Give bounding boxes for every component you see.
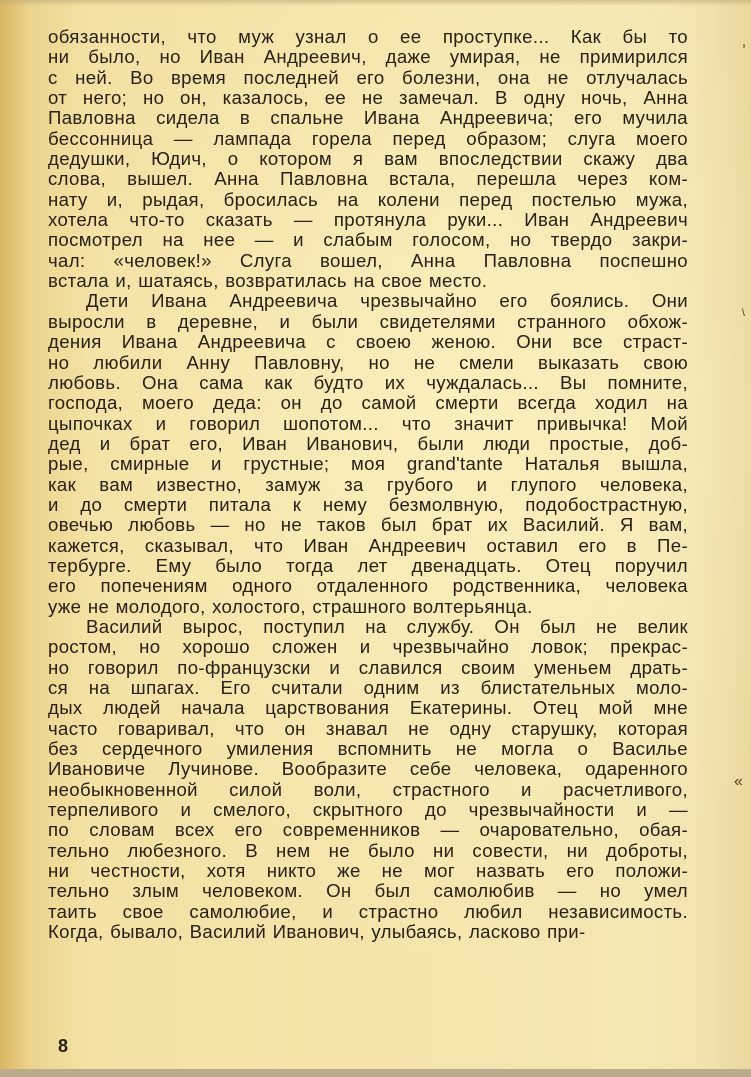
text-line: чал: «человек!» Слуга вошел, Анна Павловна поспешно xyxy=(48,249,688,271)
paragraph-3 xyxy=(48,617,688,943)
text-line: тельно злым человеком. Он был самолюбив — но умел xyxy=(48,880,688,902)
edge-mark-middle: \ xyxy=(742,308,745,319)
edge-mark-top: , xyxy=(742,33,746,49)
paragraph-2 xyxy=(48,291,688,617)
text-line: Когда, бывало, Василий Иванович, улыбаясь, ласково при- xyxy=(48,921,586,943)
edge-mark-lower: « xyxy=(734,773,743,790)
text-line: дых людей начала царствования Екатерины. Отец мой мне xyxy=(48,697,688,719)
text-line: господа, моего деда: он до самой смерти всегда ходил на xyxy=(48,392,688,414)
text-line: бессонница — лампада горела перед образом; слуга моего xyxy=(48,127,688,149)
text-line: выросли в деревне, и были свидетелями странного обхож- xyxy=(48,310,688,332)
text-line: но любили Анну Павловну, но не смели выказать свою xyxy=(48,351,688,373)
text-line: ся на шпагах. Его считали одним из блистательных моло- xyxy=(48,677,688,698)
text-line: ростом, но хорошо сложен и чрезвычайно ловок; прекрас- xyxy=(48,636,688,658)
text-line: ни было, но Иван Андреевич, даже умирая, не примирился xyxy=(48,46,688,68)
text-line: и до смерти питала к нему безмолвную, подобострастную, xyxy=(48,493,688,515)
text-line: хотела что-то сказать — протянула руки... Иван Андреевич xyxy=(48,209,688,231)
text-line: встала и, шатаясь, возвратилась на свое место. xyxy=(48,270,488,292)
text-line: его попечениям одного отдаленного родственника, человека xyxy=(48,575,688,597)
text-line: уже не молодого, холостого, страшного волтерьянца. xyxy=(48,595,533,617)
text-line: по словам всех его современников — очаровательно, обая- xyxy=(48,819,688,841)
text-line: Василий вырос, поступил на службу. Он был не велик xyxy=(86,615,688,637)
text-line: дед и брат его, Иван Иванович, были люди простые, доб- xyxy=(48,432,688,454)
text-line: рые, смирные и грустные; моя grand'tante Наталья вышла, xyxy=(48,453,688,475)
text-line: овечью любовь — но не таков был брат их Василий. Я вам, xyxy=(48,514,688,536)
body-text xyxy=(48,27,688,942)
text-line: любовь. Она сама как будто их чуждалась... Вы помните, xyxy=(48,371,688,393)
text-line: слова, вышел. Анна Павловна встала, перешла через ком- xyxy=(48,168,688,190)
text-line: терпеливого и смелого, скрытного до чрезвычайности и — xyxy=(48,799,688,821)
text-line: Павловна сидела в спальне Ивана Андреевича; его мучила xyxy=(48,107,688,129)
paragraph-1 xyxy=(48,27,688,291)
text-line: тербурге. Ему было тогда лет двенадцать. Отец поручил xyxy=(48,554,688,576)
text-line: посмотрел на нее — и слабым голосом, но твердо закри- xyxy=(48,229,688,251)
text-line: тельно любезного. В нем не было ни совести, ни доброты, xyxy=(48,839,688,861)
text-line: как вам известно, замуж за грубого и глупого человека, xyxy=(48,473,688,495)
text-line: от него; но он, казалось, ее не замечал. В одну ночь, Анна xyxy=(48,87,688,109)
page-bottom-edge xyxy=(0,1069,751,1077)
text-line: но говорил по-французски и славился своим уменьем драть- xyxy=(48,656,688,678)
page-top-edge xyxy=(0,0,751,6)
text-line: часто говаривал, что он знавал не одну старушку, которая xyxy=(48,717,688,739)
text-line: кажется, сказывал, что Иван Андреевич оставил его в Пе- xyxy=(48,534,688,556)
text-line: Дети Ивана Андреевича чрезвычайно его боялись. Они xyxy=(86,290,688,312)
text-line: таить свое самолюбие, и страстно любил независимость. xyxy=(48,900,688,922)
text-line: необыкновенной силой воли, страстного и расчетливого, xyxy=(48,778,688,800)
text-line: ни честности, хотя никто же не мог назвать его положи- xyxy=(48,860,688,882)
text-line: нату и, рыдая, бросилась на колени перед постелью мужа, xyxy=(48,188,688,210)
text-line: обязанности, что муж узнал о ее проступке... Как бы то xyxy=(48,26,688,47)
text-line: цыпочках и говорил шопотом... что значит привычка! Мой xyxy=(48,412,688,434)
text-line: Ивановиче Лучинове. Вообразите себе человека, одаренного xyxy=(48,758,688,780)
text-line: без сердечного умиления вспомнить не могла о Василье xyxy=(48,738,688,760)
text-line: с ней. Во время последней его болезни, она не отлучалась xyxy=(48,66,688,88)
text-line: дедушки, Юдич, о котором я вам впоследствии скажу два xyxy=(48,148,688,170)
page-number: 8 xyxy=(58,1036,69,1056)
text-line: дения Ивана Андреевича с своею женою. Они все страст- xyxy=(48,331,688,353)
